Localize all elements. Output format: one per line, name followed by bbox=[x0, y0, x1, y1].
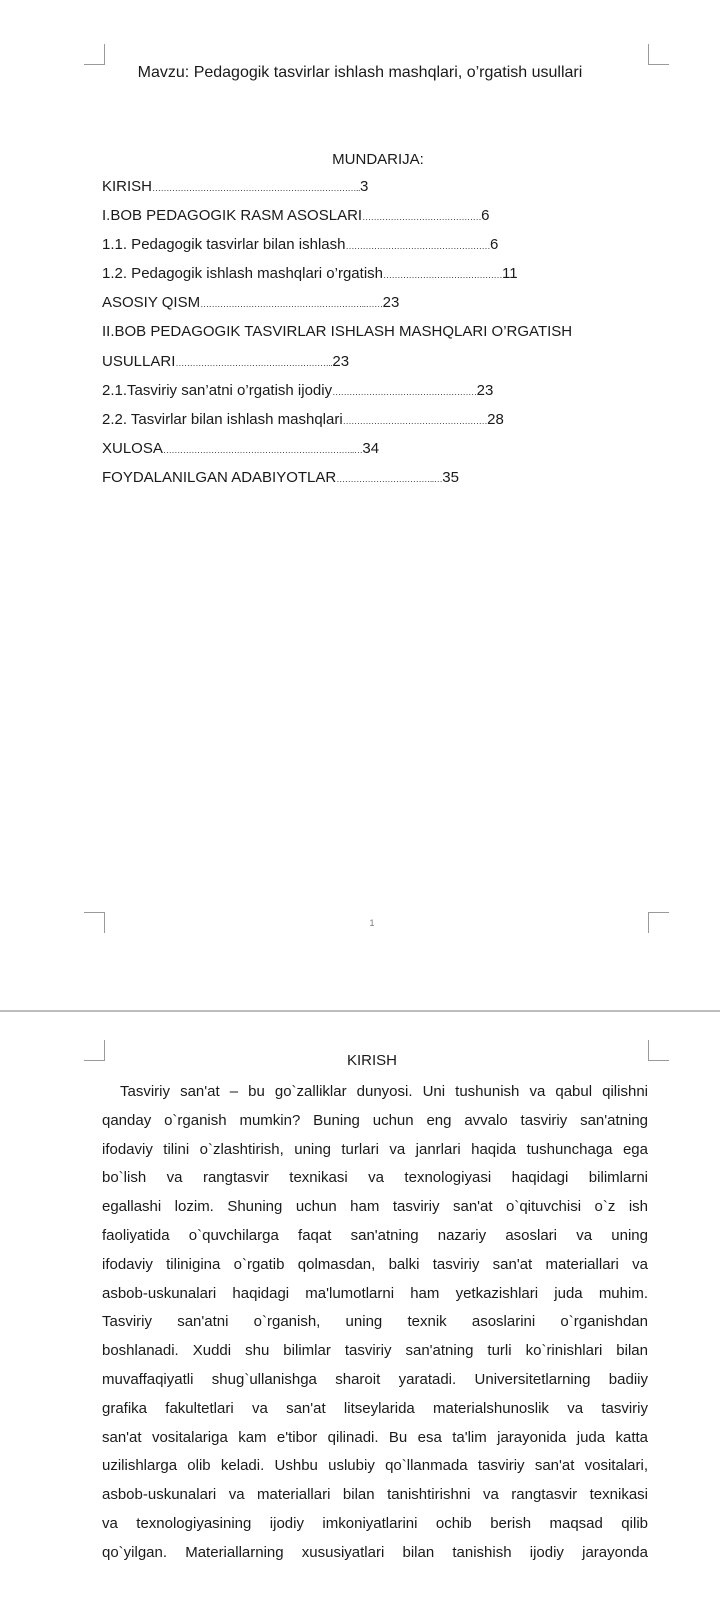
text-line: egallashi lozim. Shuning uchun ham tasviriy san'at o`qituvchisi o`z ish bbox=[102, 1198, 648, 1216]
toc-entry-page: 3 bbox=[360, 178, 369, 195]
text-line: Tasviriy san'atni o`rganish, uning texnik asoslarini o`rganishdan bbox=[102, 1313, 648, 1331]
toc-entry-page: 34 bbox=[362, 440, 380, 457]
toc-entry-page: 23 bbox=[476, 382, 494, 399]
toc-entry-page: 28 bbox=[487, 411, 504, 428]
crop-mark-bottom-right bbox=[648, 912, 669, 933]
toc-entry bbox=[102, 176, 662, 205]
text-line: san'at vositalariga kam e'tibor qilinadi. Bu esa ta'lim jarayonida juda katta bbox=[102, 1428, 648, 1446]
toc-entry bbox=[102, 409, 662, 438]
text-line: va texnologiyasining ijodiy imkoniyatlarini ochib berish maqsad qilib bbox=[102, 1514, 648, 1532]
section-heading: KIRISH bbox=[346, 1052, 397, 1069]
toc-entry-dots: …………………………………… bbox=[362, 212, 482, 222]
text-line: qanday o`rganish mumkin? Buning uchun eng avvalo tasviriy san'atning bbox=[102, 1111, 648, 1129]
table-of-contents bbox=[102, 176, 662, 496]
toc-entry-page: 23 bbox=[382, 294, 400, 311]
toc-entry-label: XULOSA bbox=[102, 440, 163, 457]
toc-entry-dots: ……………………………………………………………….. bbox=[152, 183, 361, 193]
toc-entry-label: 2.1.Tasviriy san’atni o’rgatish ijodiy bbox=[102, 382, 333, 399]
toc-entry bbox=[102, 380, 662, 409]
toc-entry-page: 23 bbox=[332, 353, 350, 370]
text-line: qo`yilgan. Materiallarning xususiyatlari bilan tanishish ijodiy jarayonda bbox=[102, 1543, 648, 1561]
toc-entry-page: 6 bbox=[481, 207, 490, 224]
toc-entry-label: I.BOB PEDAGOGIK RASM ASOSLARI bbox=[102, 207, 363, 224]
document-title: Mavzu: Pedagogik tasvirlar ishlash mashqlari, o’rgatish usullari bbox=[137, 64, 583, 81]
text-line: grafika fakultetlari va san'at litseylarida materialshunoslik va tasviriy bbox=[102, 1399, 648, 1417]
text-line: boshlanadi. Xuddi shu bilimlar tasviriy san'atning turli ko`rinishlari bilan bbox=[102, 1342, 648, 1360]
toc-entry-label: KIRISH bbox=[102, 178, 153, 195]
toc-entry-label: 2.2. Tasvirlar bilan ishlash mashqlari bbox=[102, 411, 343, 428]
toc-entry-dots: …………………………………………… bbox=[342, 416, 488, 426]
toc-entry-dots: …………………………………………… bbox=[332, 387, 477, 397]
toc-entry bbox=[102, 467, 662, 496]
text-line: ifodaviy tilinigina o`rgatib qolmasdan, balki tasviriy san'at materiallari va bbox=[102, 1255, 648, 1273]
body-paragraph bbox=[102, 1078, 648, 1568]
toc-entry bbox=[102, 205, 662, 234]
toc-heading: MUNDARIJA: bbox=[332, 151, 424, 168]
toc-entry-page: 11 bbox=[502, 265, 518, 282]
toc-entry-dots: …………………………………… bbox=[383, 270, 502, 280]
text-line: bo`lish va rangtasvir texnikasi va texnologiyasi haqidagi bilimlarni bbox=[102, 1169, 648, 1187]
toc-entry-label: USULLARI bbox=[102, 353, 176, 370]
text-line: asbob-uskunalari va materiallari bilan tanishtirishni va rangtasvir texnikasi bbox=[102, 1486, 648, 1504]
text-line: muvaffaqiyatli shug`ullanishga sharoit yaratadi. Universitetlarning badiiy bbox=[102, 1370, 648, 1388]
toc-entry bbox=[102, 263, 662, 292]
toc-entry-page: 6 bbox=[489, 236, 499, 253]
toc-entry bbox=[102, 321, 662, 351]
page-number: 1 bbox=[369, 918, 375, 928]
toc-entry-label: ASOSIY QISM bbox=[102, 294, 201, 311]
toc-entry-label: 1.2. Pedagogik ishlash mashqlari o’rgatish bbox=[102, 265, 383, 282]
text-line: Tasviriy san'at – bu go`zalliklar dunyosi. Uni tushunish va qabul qilishni bbox=[120, 1083, 648, 1100]
text-line: ifodaviy tilini o`zlashtirish, uning turlari va janrlari haqida tushunchaga ega bbox=[102, 1140, 648, 1158]
crop-mark-top-left bbox=[84, 44, 105, 65]
crop-mark-top-right bbox=[648, 44, 669, 65]
text-line: asbob-uskunalari haqidagi ma'lumotlarni ham yetkazishlari juda muhim. bbox=[102, 1284, 648, 1302]
text-line: uzilishlarga olib keladi. Ushbu uslubiy qo`llanmada tasviriy san'at vositalari, bbox=[102, 1457, 648, 1475]
toc-entry-page: 35 bbox=[442, 469, 459, 486]
toc-entry-dots: ……………………………………………….. bbox=[175, 358, 333, 368]
toc-entry-label: 1.1. Pedagogik tasvirlar bilan ishlash bbox=[102, 236, 346, 253]
toc-entry-dots: …………………………………………………………..… bbox=[162, 445, 363, 455]
toc-entry bbox=[102, 292, 662, 321]
toc-entry-dots: …………………………………………… bbox=[345, 241, 490, 251]
toc-entry bbox=[102, 438, 662, 467]
toc-entry-label: FOYDALANILGAN ADABIYOTLAR bbox=[102, 469, 337, 486]
toc-entry-label: II.BOB PEDAGOGIK TASVIRLAR ISHLASH MASHQLARI O’RGATISH bbox=[102, 323, 573, 340]
text-line: faoliyatida o`quvchilarga faqat san'atning nazariy asoslari va uning bbox=[102, 1226, 648, 1244]
toc-entry bbox=[102, 351, 662, 380]
toc-entry bbox=[102, 234, 662, 263]
toc-entry-dots: ……………………………..… bbox=[336, 474, 443, 484]
toc-entry-dots: …………………………………………………..…… bbox=[200, 299, 383, 309]
